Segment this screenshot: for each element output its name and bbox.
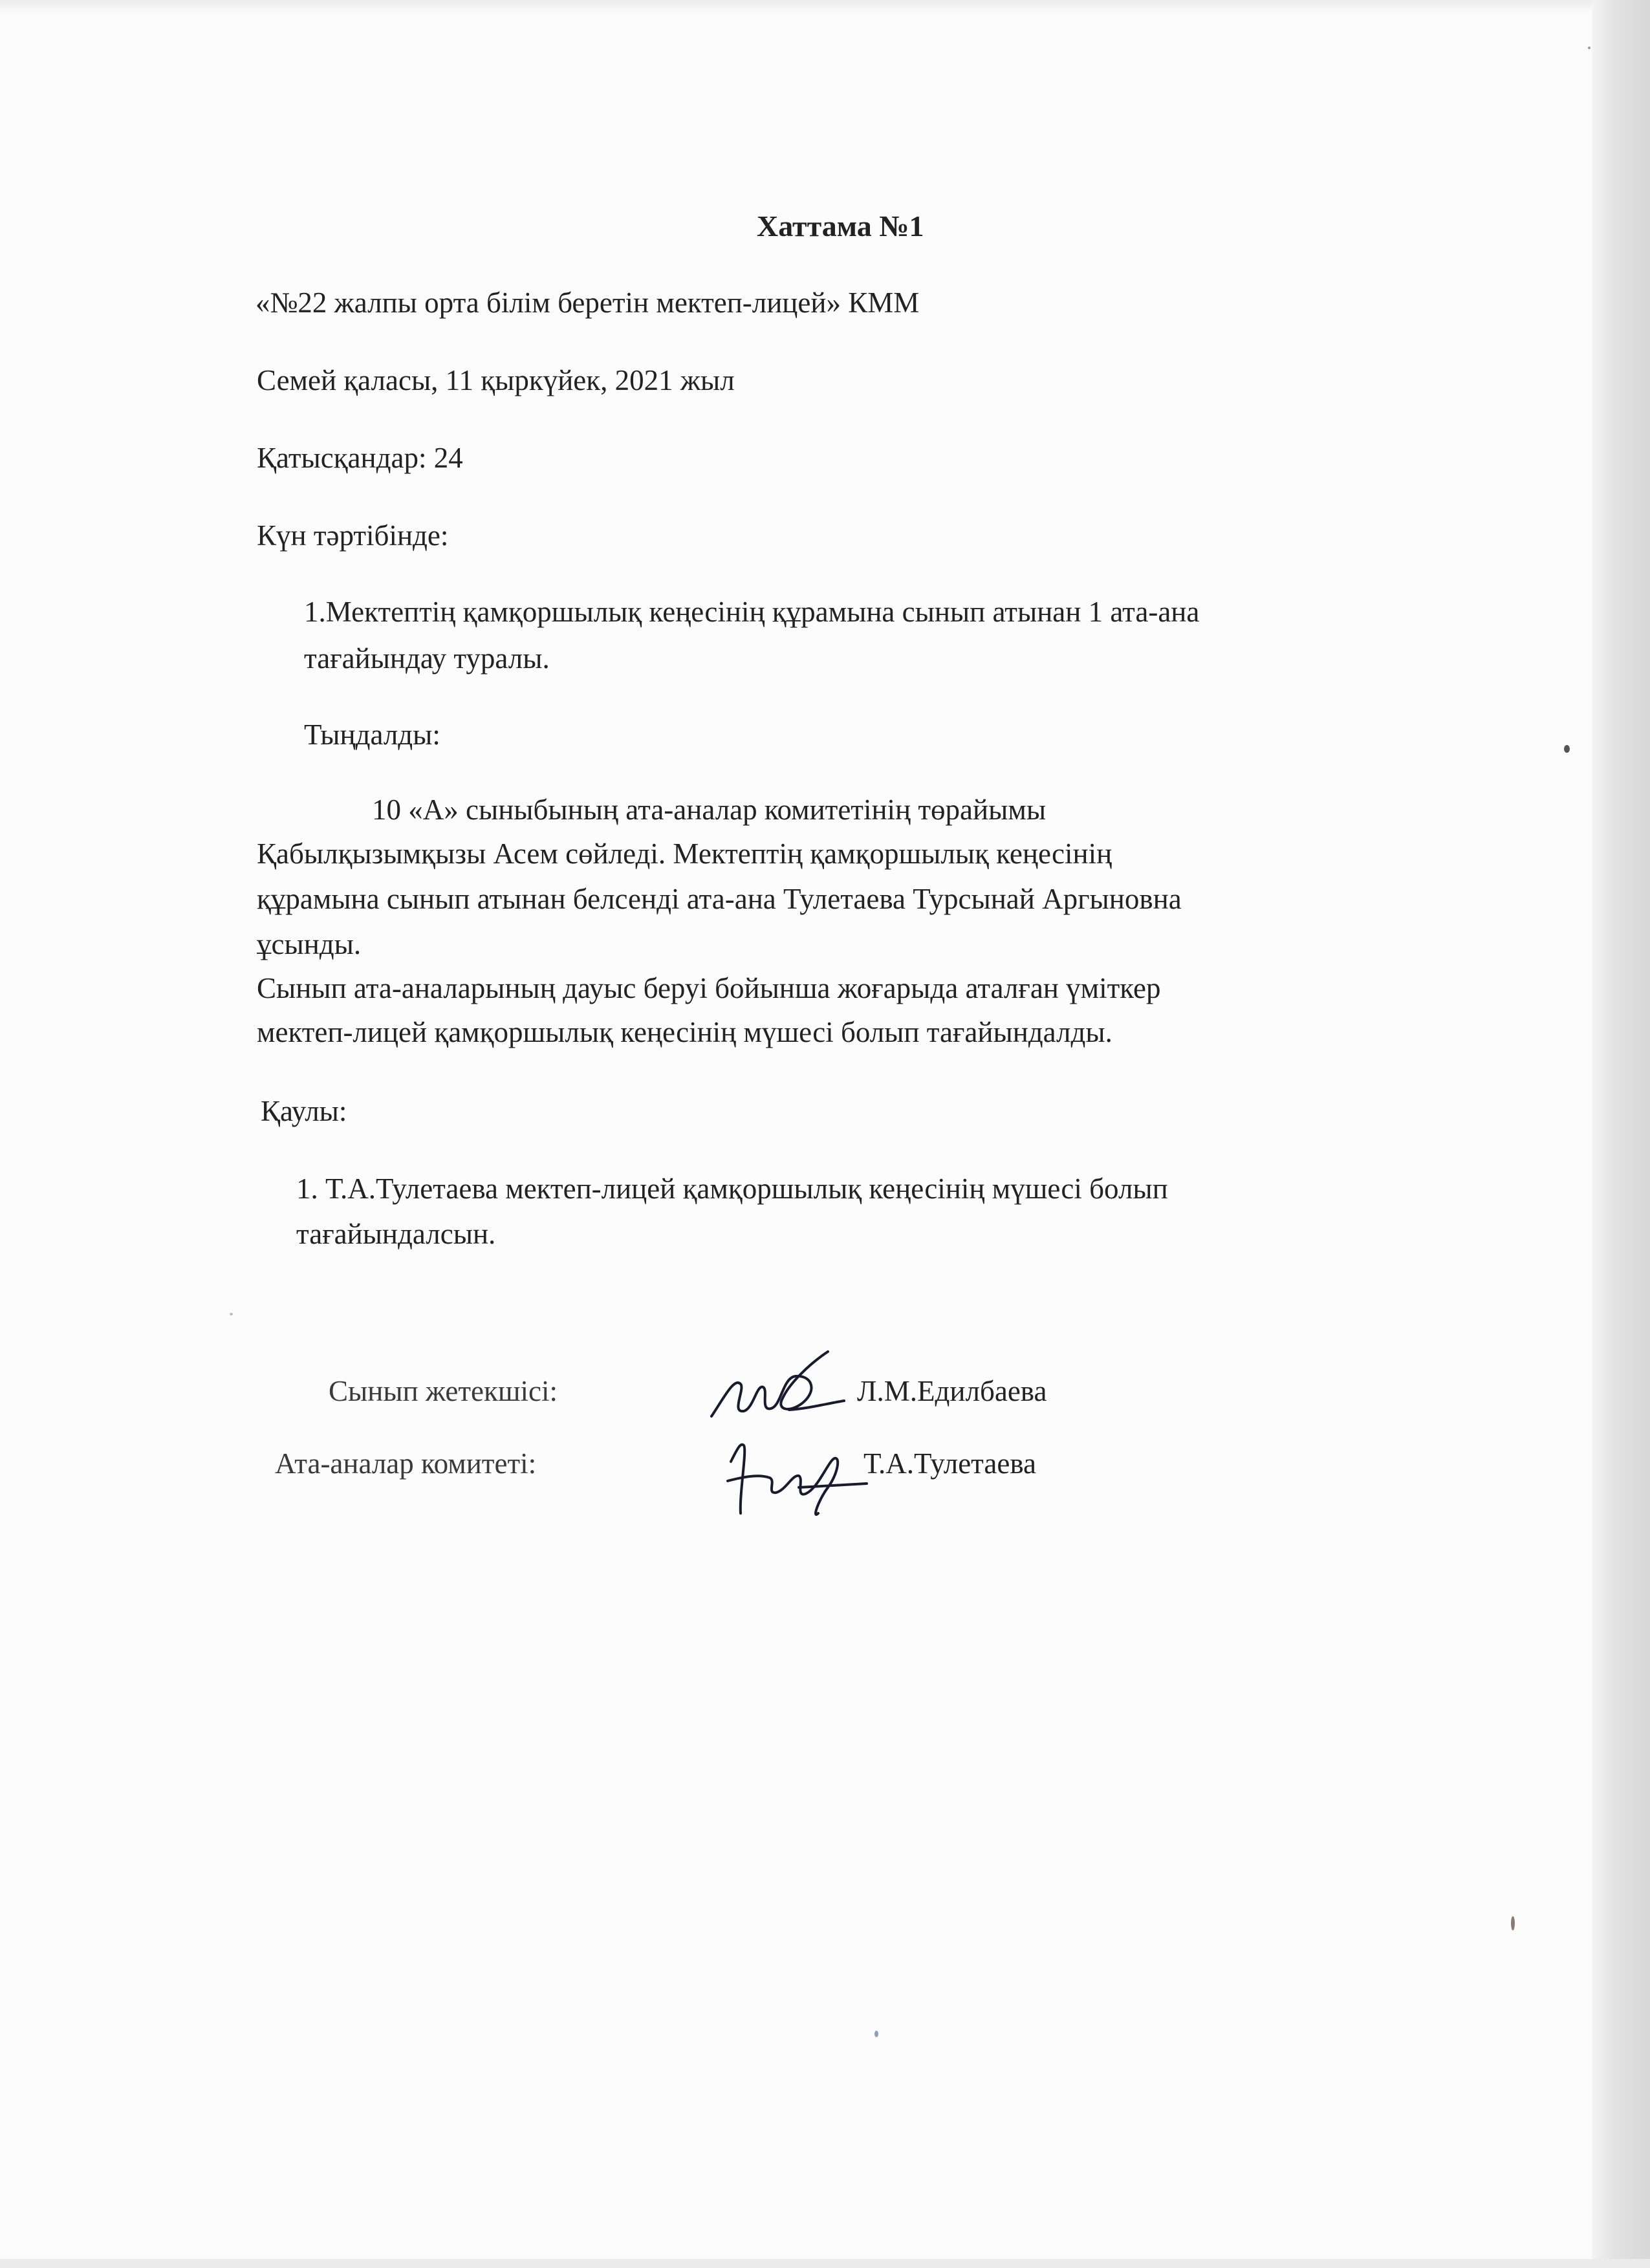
agenda-item-line: тағайындау туралы. bbox=[304, 642, 550, 675]
scan-speck bbox=[230, 1313, 233, 1315]
signature-role-class-teacher: Сынып жетекшісі: bbox=[329, 1375, 558, 1407]
signature-role-parent-committee: Ата-аналар комитеті: bbox=[275, 1447, 537, 1480]
agenda-heading: Күн тәртібінде: bbox=[257, 519, 449, 552]
heard-text-line: құрамына сынып атынан белсенді ата-ана Тулетаева Турсынай Аргыновна bbox=[257, 883, 1182, 915]
scan-edge-bottom bbox=[0, 2259, 1650, 2268]
signature-name-class-teacher: Л.М.Едилбаева bbox=[857, 1375, 1047, 1407]
heard-heading: Тыңдалды: bbox=[304, 718, 440, 751]
document-title: Хаттама №1 bbox=[757, 210, 924, 243]
resolution-line: 1. Т.А.Тулетаева мектеп-лицей қамқоршылық кеңесінің мүшесі болып bbox=[296, 1172, 1168, 1205]
scan-edge-right bbox=[1592, 0, 1650, 2268]
scan-speck bbox=[1588, 47, 1590, 49]
heard-text-line: 10 «А» сыныбының ата-аналар комитетінің төрайымы bbox=[372, 794, 1047, 826]
scan-speck bbox=[874, 2031, 878, 2037]
heard-text-line: Сынып ата-аналарының дауыс беруі бойынша жоғарыда аталған үміткер bbox=[257, 972, 1161, 1004]
scan-speck bbox=[1511, 1916, 1515, 1930]
signature-name-parent-committee: Т.А.Тулетаева bbox=[863, 1447, 1036, 1480]
handwritten-signature-2 bbox=[721, 1423, 870, 1526]
heard-text-line: Қабылқызымқызы Асем сөйледі. Мектептің қамқоршылық кеңесінің bbox=[257, 837, 1113, 870]
handwritten-signature-1 bbox=[705, 1339, 854, 1436]
scan-edge-top bbox=[0, 0, 1650, 14]
organization-line: «№22 жалпы орта білім беретін мектеп-лицей» КММ bbox=[255, 286, 920, 319]
heard-text-line: ұсынды. bbox=[257, 928, 362, 960]
attendees-line: Қатысқандар: 24 bbox=[257, 442, 463, 474]
agenda-item-line: 1.Мектептің қамқоршылық кеңесінің құрамына сынып атынан 1 ата-ана bbox=[304, 596, 1200, 628]
resolution-heading: Қаулы: bbox=[261, 1095, 347, 1127]
scan-speck bbox=[1564, 745, 1570, 753]
place-date-line: Семей қаласы, 11 қыркүйек, 2021 жыл bbox=[257, 364, 735, 396]
heard-text-line: мектеп-лицей қамқоршылық кеңесінің мүшесі болып тағайындалды. bbox=[257, 1016, 1113, 1048]
resolution-line: тағайындалсын. bbox=[296, 1218, 496, 1250]
